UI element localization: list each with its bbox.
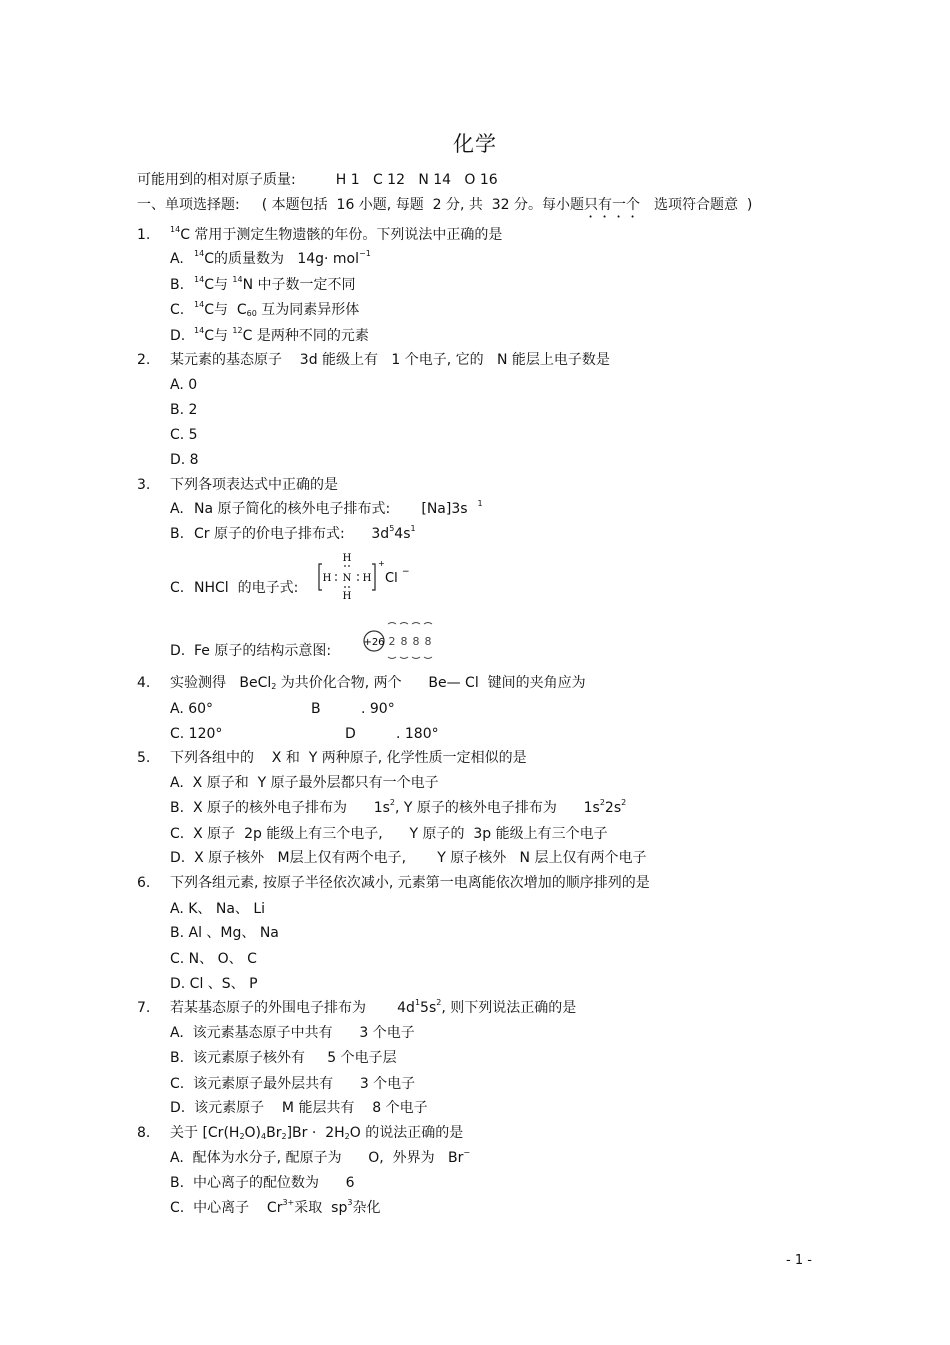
section-name: 一、单项选择题: (137, 197, 240, 213)
option-text: C与 C (204, 302, 247, 318)
option-text: 4s (394, 526, 411, 542)
shell-4-electrons: 8 (424, 635, 432, 648)
option-label: C. (170, 580, 185, 596)
sup: 3 (347, 1198, 353, 1207)
q2-option-b: B. 2 (170, 402, 198, 418)
lewis-h-top: H (342, 553, 352, 564)
question-stem: 某元素的基态原子 3d 能级上有 1 个电子, 它的 N 能层上电子数是 (170, 352, 610, 368)
question-stem: O) (244, 1125, 262, 1141)
nucleus-charge: +26 (362, 637, 385, 648)
question-stem: 下列各组中的 X 和 Y 两种原子, 化学性质一定相似的是 (170, 750, 527, 766)
q7-option-c: C. 该元素原子最外层共有 3 个电子 (170, 1076, 416, 1092)
option-text: , Y 原子的核外电子排布为 1s (395, 800, 600, 816)
page-number: - 1 - (786, 1253, 812, 1268)
lewis-charge: + (377, 559, 385, 568)
shell-2-electrons: 8 (400, 635, 408, 648)
option-text: 杂化 (352, 1200, 381, 1216)
sup: 1 (414, 998, 421, 1007)
sub: 2 (344, 1132, 350, 1141)
q7-option-b: B. 该元素原子核外有 5 个电子层 (170, 1050, 397, 1066)
question-stem: 下列各项表达式中正确的是 (170, 477, 338, 493)
option-text: N 中子数一定不同 (242, 277, 356, 293)
q4-option-d-label: D (345, 726, 356, 742)
q1-option-d (170, 327, 369, 345)
q4-option-a: A. 60° (170, 701, 214, 717)
q6-option-b: B. Al 、Mg、 Na (170, 925, 279, 941)
question-stem: C 常用于测定生物遗骸的年份。下列说法中正确的是 (180, 227, 503, 243)
sup: 2 (599, 798, 605, 807)
sup: 1 (410, 524, 416, 533)
sub: 2 (281, 1132, 287, 1141)
masses-values: H 1 C 12 N 14 O 16 (335, 172, 498, 188)
option-text: NH (194, 580, 215, 596)
question-stem: 关于 [Cr(H (170, 1125, 240, 1141)
q1-option-b (170, 276, 356, 294)
section-emphasis: 只有一个 (584, 197, 641, 213)
shell-1-electrons: 2 (388, 635, 396, 648)
option-text: C的质量数为 14g· mol (204, 251, 360, 267)
sup: 14 (194, 326, 205, 335)
question-number: 8. (137, 1125, 151, 1141)
question-7 (137, 999, 576, 1017)
question-stem: O 的说法正确的是 (349, 1125, 464, 1141)
sup: 14 (194, 300, 205, 309)
q3-option-a (170, 500, 483, 518)
q6-option-a: A. K、 Na、 Li (170, 901, 266, 917)
q8-option-b: B. 中心离子的配位数为 6 (170, 1175, 355, 1191)
question-1 (137, 226, 502, 244)
option-label: A. (170, 501, 184, 517)
q7-option-a: A. 该元素基态原子中共有 3 个电子 (170, 1025, 415, 1041)
sup: − (463, 1148, 471, 1157)
question-5 (137, 749, 527, 767)
option-text: Cl 的电子式: (215, 580, 299, 596)
option-text: 2s (604, 800, 622, 816)
q8-option-a (170, 1149, 470, 1167)
q3-option-c (170, 553, 417, 600)
sub: 4 (261, 1132, 267, 1141)
option-label: C. (170, 302, 185, 318)
option-label: B. (170, 277, 185, 293)
sup: 12 (232, 326, 243, 335)
question-8 (137, 1124, 463, 1142)
option-label: D. (170, 328, 186, 344)
section-header (137, 196, 752, 221)
question-number: 5. (137, 750, 151, 766)
sup: 14 (194, 275, 205, 284)
question-number: 2. (137, 352, 151, 368)
question-stem: ]Br · 2H (286, 1125, 345, 1141)
q2-option-d: D. 8 (170, 452, 199, 468)
question-2 (137, 351, 610, 369)
q5-option-d: D. X 原子核外 M层上仅有两个电子, Y 原子核外 N 层上仅有两个电子 (170, 850, 647, 866)
option-text: 采取 sp (294, 1200, 348, 1216)
lewis-h-right: H (362, 573, 372, 584)
q1-option-c (170, 301, 359, 319)
question-number: 4. (137, 675, 151, 691)
question-stem: 实验测得 BeCl (170, 675, 272, 691)
q3-option-d (170, 637, 444, 665)
q8-option-c (170, 1199, 380, 1217)
lewis-h-left: H (322, 573, 332, 584)
section-desc-end: 选项符合题意 ) (654, 197, 753, 213)
q7-option-d: D. 该元素原子 M 能层共有 8 个电子 (170, 1100, 428, 1116)
lewis-h-bottom: H (342, 591, 352, 600)
sup: 2 (436, 998, 442, 1007)
masses-label: 可能用到的相对原子质量: (137, 172, 296, 188)
shell-3-electrons: 8 (412, 635, 420, 648)
sup: 14 (232, 275, 243, 284)
sup: 5 (389, 524, 395, 533)
option-text: Na 原子简化的核外电子排布式: [Na]3s (194, 501, 468, 517)
page-title: 化学 (453, 132, 497, 156)
sup: 1 (477, 499, 483, 508)
section-desc: ( 本题包括 16 小题, 每题 2 分, 共 32 分。每小题 (261, 197, 585, 213)
q3-option-b (170, 525, 416, 543)
question-stem: 若某基态原子的外围电子排布为 4d (170, 1000, 415, 1016)
sup: −1 (359, 249, 371, 258)
option-text: 互为同素异形体 (256, 302, 360, 318)
q5-option-b (170, 799, 626, 817)
sub: 2 (271, 682, 277, 691)
question-4 (137, 674, 586, 692)
question-6 (137, 874, 650, 892)
option-text: Fe 原子的结构示意图: (194, 643, 332, 659)
sup: 2 (389, 798, 395, 807)
q2-option-c: C. 5 (170, 427, 198, 443)
sub: 60 (246, 309, 257, 318)
question-stem: Br (266, 1125, 282, 1141)
question-stem: 为共价化合物, 两个 Be— Cl 键间的夹角应为 (276, 675, 586, 691)
sup: 14 (194, 249, 205, 258)
q1-option-a (170, 250, 371, 268)
q5-option-a: A. X 原子和 Y 原子最外层都只有一个电子 (170, 775, 439, 791)
q4-option-b: . 90° (361, 701, 395, 717)
q2-option-a: A. 0 (170, 377, 198, 393)
atomic-masses-line (137, 171, 498, 189)
lewis-cl-charge: − (401, 567, 410, 577)
ammonium-lewis-structure (317, 552, 417, 600)
question-number: 6. (137, 875, 151, 891)
fe-atom-structure-diagram (362, 617, 444, 665)
q6-option-c: C. N、 O、 C (170, 951, 257, 967)
question-stem: 下列各组元素, 按原子半径依次减小, 元素第一电离能依次增加的顺序排列的是 (170, 875, 650, 891)
question-number: 7. (137, 1000, 151, 1016)
sup: 2 (621, 798, 627, 807)
option-label: B. (170, 526, 185, 542)
q6-option-d: D. Cl 、S、 P (170, 976, 258, 992)
question-stem: , 则下列说法正确的是 (441, 1000, 577, 1016)
question-number: 1. (137, 227, 151, 243)
question-stem: 5s (420, 1000, 437, 1016)
isotope-sup: 14 (170, 225, 181, 234)
q4-option-b-label: B (311, 701, 321, 717)
lewis-cl: Cl (384, 571, 398, 586)
option-text: Cr 原子的价电子排布式: 3d (194, 526, 390, 542)
sup: 3+ (282, 1198, 295, 1207)
option-text: C与 (204, 277, 233, 293)
lewis-n: N (342, 573, 352, 584)
question-number: 3. (137, 477, 151, 493)
sub: 2 (239, 1132, 245, 1141)
q4-option-c: C. 120° (170, 726, 223, 742)
question-3 (137, 476, 338, 494)
option-text: C与 (204, 328, 233, 344)
q4-option-d: . 180° (396, 726, 439, 742)
option-text: A. 配体为水分子, 配原子为 O, 外界为 Br (170, 1150, 464, 1166)
option-text: C 是两种不同的元素 (242, 328, 369, 344)
option-text: C. 中心离子 Cr (170, 1200, 283, 1216)
option-label: D. (170, 643, 186, 659)
option-text: B. X 原子的核外电子排布为 1s (170, 800, 390, 816)
option-label: A. (170, 251, 184, 267)
q5-option-c: C. X 原子 2p 能级上有三个电子, Y 原子的 3p 能级上有三个电子 (170, 826, 608, 842)
